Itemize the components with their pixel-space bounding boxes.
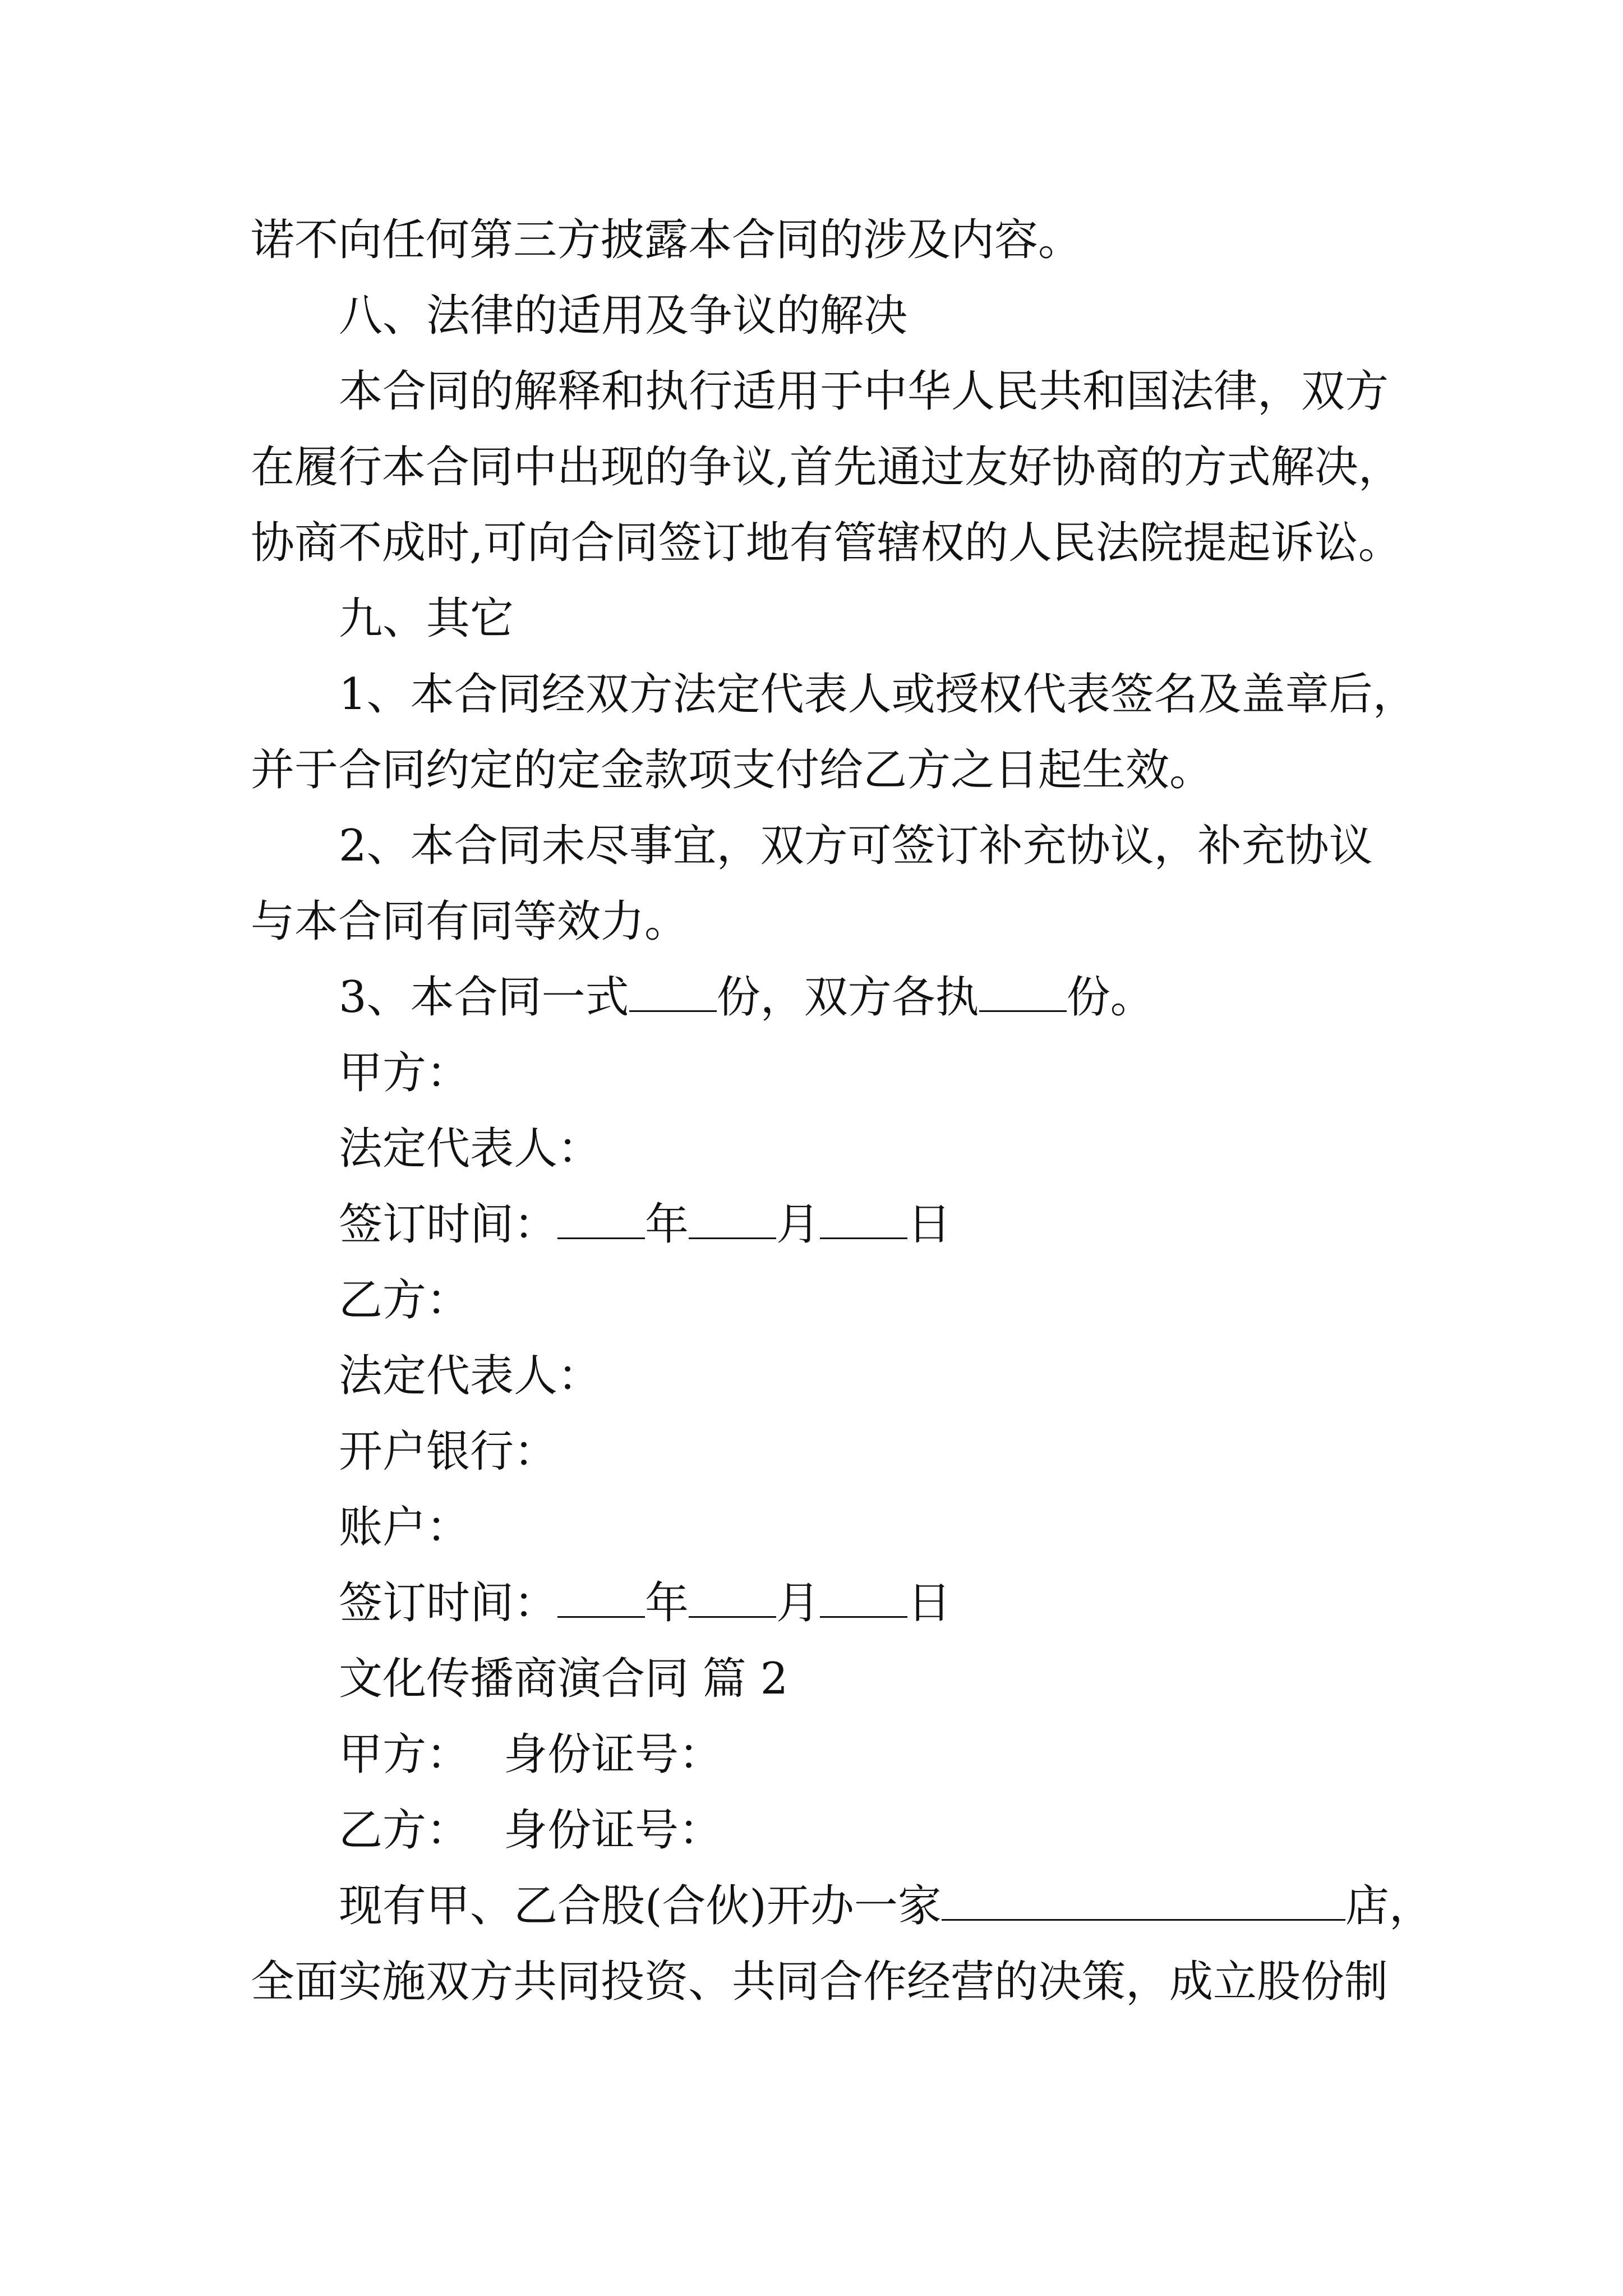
signing-date-label: 签订时间：: [339, 1578, 558, 1628]
signing-date-label: 签订时间：: [339, 1199, 558, 1250]
day-label: 日: [907, 1199, 952, 1250]
paragraph-text: 店，: [1345, 1881, 1433, 1931]
paragraph-line: 2、本合同未尽事宜，双方可签订补充协议，补充协议: [339, 821, 1373, 871]
month-blank: [689, 1576, 776, 1618]
bank-label: 开户银行：: [339, 1427, 558, 1477]
copies-clause: [339, 969, 1488, 1025]
paragraph-line: 与本合同有同等效力。: [251, 896, 689, 947]
paragraph-text: 现有甲、乙合股(合伙)开办一家: [339, 1881, 942, 1931]
shop-name-blank: [942, 1879, 1345, 1921]
party-a-label: 甲方：: [339, 1048, 471, 1098]
party-a-representative-label: 法定代表人：: [339, 1124, 602, 1174]
party-b-label: 乙方：: [339, 1275, 471, 1326]
year-blank: [557, 1197, 645, 1239]
party-b-representative-label: 法定代表人：: [339, 1351, 602, 1401]
month-label: 月: [776, 1578, 820, 1628]
paragraph-line: 在履行本合同中出现的争议,首先通过友好协商的方式解决，: [251, 442, 1402, 493]
copies-clause-text: 份。: [1066, 972, 1154, 1023]
paragraph-line: 1、本合同经双方法定代表人或授权代表签名及盖章后，: [339, 669, 1417, 720]
account-label: 账户：: [339, 1502, 471, 1553]
copies-clause-text: 3、本合同一式: [339, 972, 629, 1023]
section-heading: 九、其它: [339, 593, 514, 644]
year-label: 年: [645, 1578, 689, 1628]
month-blank: [689, 1197, 776, 1239]
paragraph-line: 诺不向任何第三方披露本合同的涉及内容。: [251, 215, 1082, 265]
year-blank: [557, 1576, 645, 1618]
contract-2-title: 文化传播商演合同 篇 2: [339, 1654, 789, 1704]
section-heading: 八、法律的适用及争议的解决: [339, 291, 908, 341]
day-blank: [820, 1576, 907, 1618]
month-label: 月: [776, 1199, 820, 1250]
year-label: 年: [645, 1199, 689, 1250]
copies-each-blank: [979, 970, 1067, 1012]
party-b-id-line: [339, 1802, 1488, 1858]
paragraph-line: [339, 1878, 1488, 1934]
party-a-id-line: [339, 1727, 1488, 1783]
paragraph-line: 本合同的解释和执行适用于中华人民共和国法律，双方: [339, 366, 1389, 417]
party-b-label: 乙方：: [339, 1805, 471, 1856]
party-b-signing-date: [339, 1575, 1488, 1631]
paragraph-line: 全面实施双方共同投资、共同合作经营的决策，成立股份制: [251, 1957, 1389, 2007]
paragraph-line: 并于合同约定的定金款项支付给乙方之日起生效。: [251, 745, 1214, 795]
party-a-label: 甲方：: [339, 1729, 471, 1780]
party-a-signing-date: [339, 1197, 1488, 1253]
copies-total-blank: [629, 970, 717, 1012]
day-blank: [820, 1197, 907, 1239]
paragraph-line: 协商不成时,可向合同签订地有管辖权的人民法院提起诉讼。: [251, 518, 1402, 568]
id-number-label: 身份证号：: [504, 1805, 723, 1856]
day-label: 日: [907, 1578, 952, 1628]
id-number-label: 身份证号：: [504, 1729, 723, 1780]
copies-clause-text: 份，双方各执: [716, 972, 979, 1023]
